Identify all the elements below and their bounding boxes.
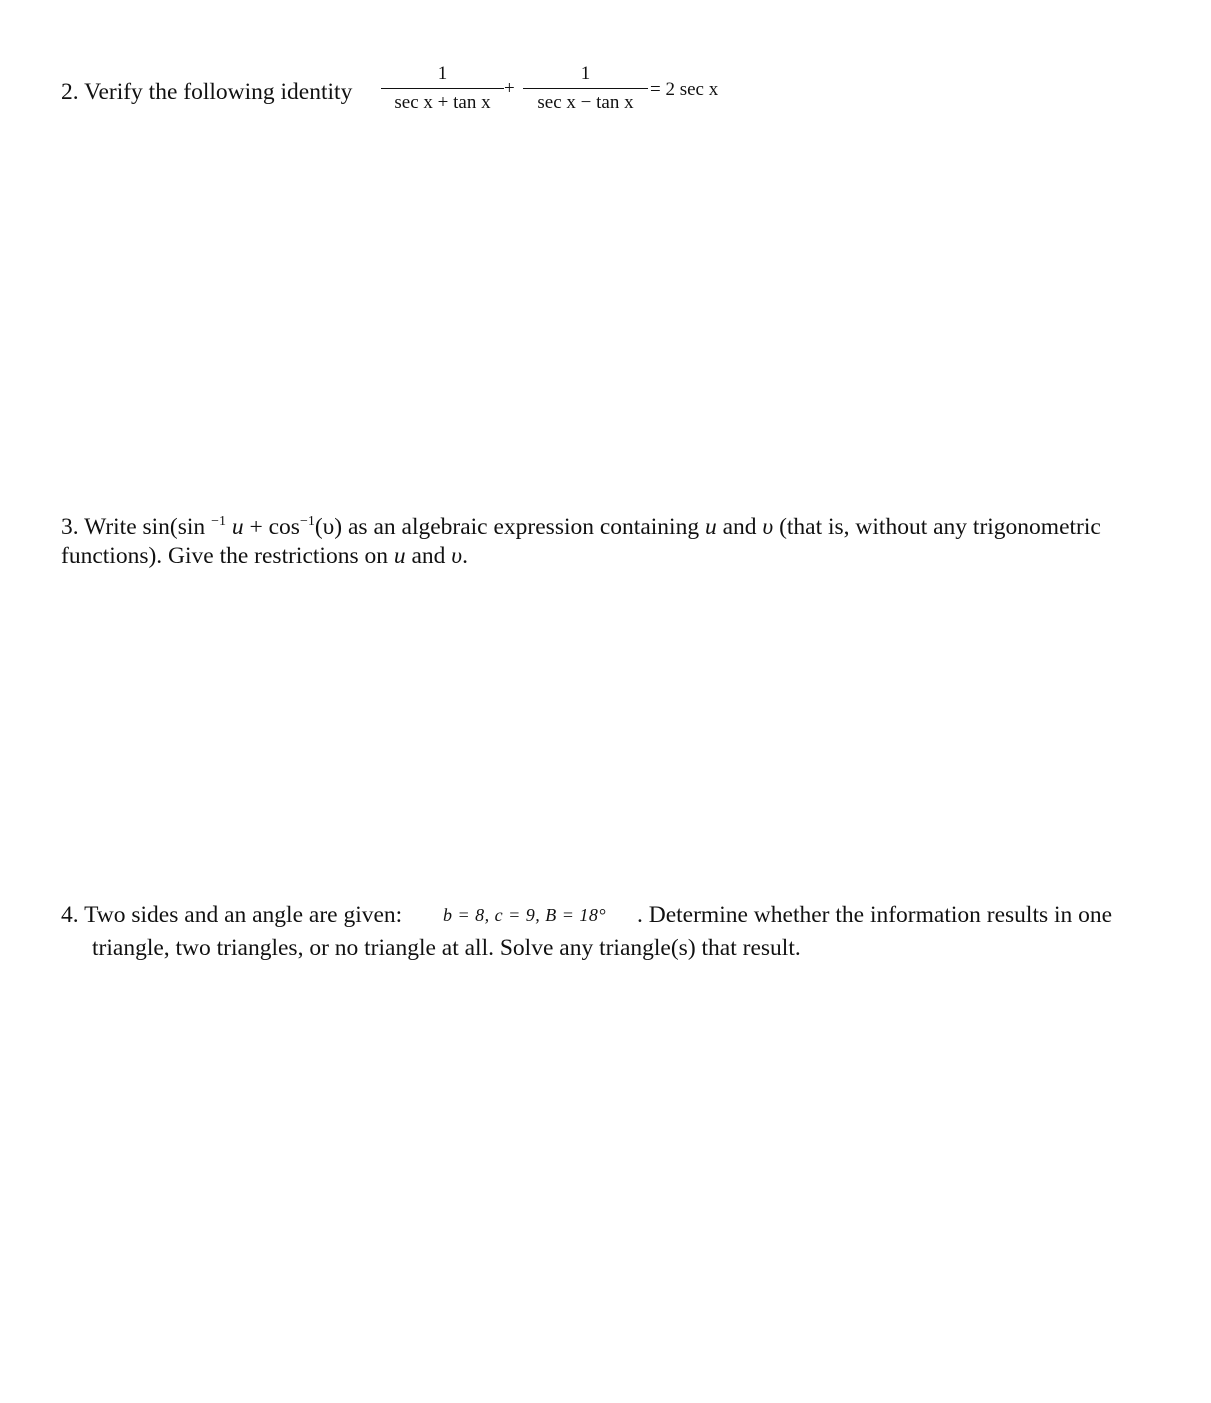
fraction-bar xyxy=(523,88,648,89)
plus-sign: + xyxy=(504,78,515,99)
q2-prefix: 2. Verify the following identity xyxy=(61,79,353,105)
text: 3. Write sin(sin xyxy=(61,514,206,540)
var-v: υ xyxy=(451,543,463,569)
fraction-1 xyxy=(381,62,504,115)
numerator: 1 xyxy=(580,63,591,84)
denominator: sec x + tan x xyxy=(394,92,491,113)
q4-prefix: 4. Two sides and an angle are given: xyxy=(61,902,403,928)
denominator: sec x − tan x xyxy=(537,92,634,113)
text: + cos xyxy=(243,514,300,540)
var-u: u xyxy=(704,514,717,540)
numerator: 1 xyxy=(437,63,448,84)
text: (that is, without any trigonometric xyxy=(773,514,1101,540)
fraction-2 xyxy=(523,62,648,115)
q4-line-2: triangle, two triangles, or no triangle at all. Solve any triangle(s) that result. xyxy=(92,935,801,961)
var-u: u xyxy=(393,543,406,569)
superscript: −1 xyxy=(211,514,226,530)
text: (υ) as an algebraic expression containing xyxy=(314,514,705,540)
text: and xyxy=(716,514,763,540)
superscript: −1 xyxy=(299,514,315,530)
fraction-bar xyxy=(381,88,504,89)
var-v: υ xyxy=(762,514,774,540)
q2-rhs: = 2 sec x xyxy=(650,79,719,100)
var-u: u xyxy=(231,514,244,540)
text: and xyxy=(405,543,452,569)
q4-line-1-rest: . Determine whether the information results in one xyxy=(637,902,1113,928)
q3-line-2 xyxy=(61,543,468,570)
q3-line-1 xyxy=(61,514,1101,541)
text: functions). Give the restrictions on xyxy=(61,543,394,569)
q4-given-values: b = 8, c = 9, B = 18° xyxy=(443,905,607,925)
text: . xyxy=(462,543,468,569)
